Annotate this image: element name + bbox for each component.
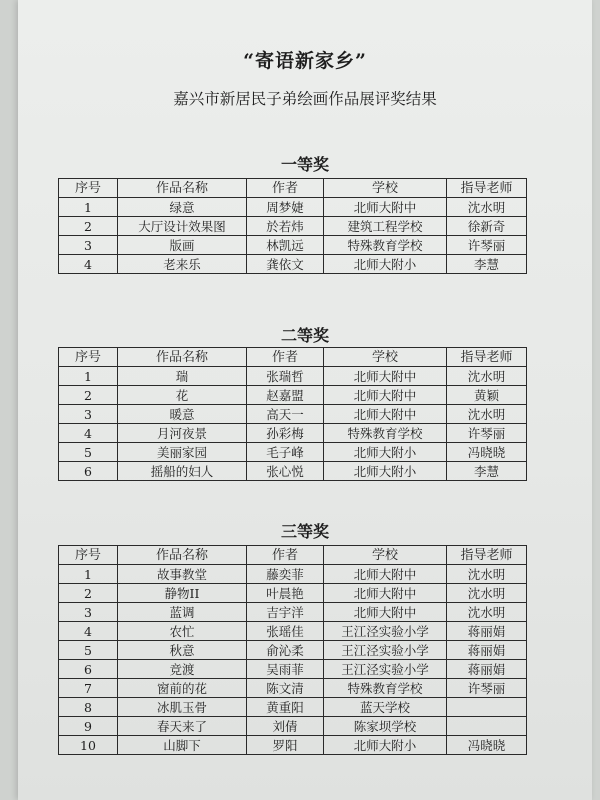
table-row <box>59 198 527 217</box>
column-header: 作者 <box>247 179 324 198</box>
cell-school: 北师大附中 <box>324 198 447 217</box>
cell-teacher <box>447 717 527 736</box>
table-row <box>59 386 527 405</box>
table-row <box>59 622 527 641</box>
section-title-third-prize: 三等奖 <box>280 522 329 541</box>
cell-author: 藤奕菲 <box>247 565 324 584</box>
cell-teacher: 沈水明 <box>447 367 527 386</box>
cell-work-title: 版画 <box>118 236 247 255</box>
cell-index: 2 <box>59 386 118 405</box>
cell-work-title: 故事教堂 <box>118 565 247 584</box>
cell-school: 北师大附中 <box>324 565 447 584</box>
cell-author: 龚依文 <box>247 255 324 274</box>
cell-index: 1 <box>59 565 118 584</box>
cell-index: 3 <box>59 603 118 622</box>
column-header: 学校 <box>324 546 447 565</box>
table-second-prize <box>58 347 527 481</box>
cell-author: 吴雨菲 <box>247 660 324 679</box>
column-header: 序号 <box>59 348 118 367</box>
cell-author: 高天一 <box>247 405 324 424</box>
cell-school: 北师大附小 <box>324 443 447 462</box>
cell-school: 蓝天学校 <box>324 698 447 717</box>
table-row <box>59 603 527 622</box>
cell-work-title: 蓝调 <box>118 603 247 622</box>
table-header-row <box>59 179 527 198</box>
table-row <box>59 236 527 255</box>
column-header: 学校 <box>324 348 447 367</box>
cell-school: 陈家坝学校 <box>324 717 447 736</box>
cell-teacher: 沈水明 <box>447 584 527 603</box>
cell-index: 3 <box>59 236 118 255</box>
column-header: 作者 <box>247 348 324 367</box>
cell-teacher: 许琴丽 <box>447 236 527 255</box>
cell-work-title: 瑞 <box>118 367 247 386</box>
column-header: 学校 <box>324 179 447 198</box>
cell-author: 吉宇洋 <box>247 603 324 622</box>
column-header: 作品名称 <box>118 348 247 367</box>
cell-work-title: 冰肌玉骨 <box>118 698 247 717</box>
cell-author: 罗阳 <box>247 736 324 755</box>
cell-teacher: 许琴丽 <box>447 679 527 698</box>
cell-work-title: 竞渡 <box>118 660 247 679</box>
cell-school: 王江泾实验小学 <box>324 641 447 660</box>
cell-author: 林凯远 <box>247 236 324 255</box>
cell-teacher: 李慧 <box>447 255 527 274</box>
table-row <box>59 443 527 462</box>
cell-teacher: 沈水明 <box>447 603 527 622</box>
cell-school: 王江泾实验小学 <box>324 622 447 641</box>
cell-teacher: 蒋丽娟 <box>447 660 527 679</box>
cell-author: 张心悦 <box>247 462 324 481</box>
table-header-row <box>59 546 527 565</box>
cell-work-title: 花 <box>118 386 247 405</box>
cell-author: 黄重阳 <box>247 698 324 717</box>
column-header: 指导老师 <box>447 348 527 367</box>
cell-index: 1 <box>59 198 118 217</box>
cell-school: 建筑工程学校 <box>324 217 447 236</box>
cell-work-title: 摇船的妇人 <box>118 462 247 481</box>
table-row <box>59 217 527 236</box>
table-row <box>59 660 527 679</box>
cell-work-title: 农忙 <box>118 622 247 641</box>
cell-author: 张瑞哲 <box>247 367 324 386</box>
cell-author: 俞沁柔 <box>247 641 324 660</box>
document-subtitle: 嘉兴市新居民子弟绘画作品展评奖结果 <box>173 90 437 108</box>
cell-teacher: 许琴丽 <box>447 424 527 443</box>
cell-work-title: 老来乐 <box>118 255 247 274</box>
cell-index: 2 <box>59 584 118 603</box>
cell-index: 4 <box>59 622 118 641</box>
cell-teacher: 冯晓晓 <box>447 443 527 462</box>
cell-work-title: 美丽家园 <box>118 443 247 462</box>
cell-index: 4 <box>59 424 118 443</box>
cell-work-title: 大厅设计效果图 <box>118 217 247 236</box>
cell-index: 5 <box>59 443 118 462</box>
table-row <box>59 424 527 443</box>
table-row <box>59 698 527 717</box>
cell-index: 3 <box>59 405 118 424</box>
cell-school: 特殊教育学校 <box>324 236 447 255</box>
cell-work-title: 窗前的花 <box>118 679 247 698</box>
cell-teacher: 李慧 <box>447 462 527 481</box>
cell-author: 毛子峰 <box>247 443 324 462</box>
cell-school: 北师大附中 <box>324 603 447 622</box>
column-header: 作品名称 <box>118 179 247 198</box>
table-row <box>59 462 527 481</box>
cell-author: 张瑶佳 <box>247 622 324 641</box>
cell-school: 北师大附中 <box>324 367 447 386</box>
cell-author: 周梦婕 <box>247 198 324 217</box>
cell-index: 1 <box>59 367 118 386</box>
cell-index: 10 <box>59 736 118 755</box>
column-header: 作者 <box>247 546 324 565</box>
cell-teacher: 徐新奇 <box>447 217 527 236</box>
cell-work-title: 静物II <box>118 584 247 603</box>
table-row <box>59 679 527 698</box>
table-row <box>59 736 527 755</box>
cell-school: 王江泾实验小学 <box>324 660 447 679</box>
table-row <box>59 641 527 660</box>
cell-work-title: 山脚下 <box>118 736 247 755</box>
table-first-prize <box>58 178 527 274</box>
cell-work-title: 月河夜景 <box>118 424 247 443</box>
cell-school: 特殊教育学校 <box>324 424 447 443</box>
cell-teacher: 蒋丽娟 <box>447 622 527 641</box>
cell-school: 北师大附小 <box>324 736 447 755</box>
cell-school: 北师大附中 <box>324 584 447 603</box>
cell-work-title: 秋意 <box>118 641 247 660</box>
cell-teacher <box>447 698 527 717</box>
document-title: “寄语新家乡” <box>243 50 367 72</box>
section-title-first-prize: 一等奖 <box>280 155 329 174</box>
cell-school: 北师大附中 <box>324 405 447 424</box>
table-row <box>59 255 527 274</box>
cell-school: 北师大附中 <box>324 386 447 405</box>
cell-work-title: 绿意 <box>118 198 247 217</box>
table-header-row <box>59 348 527 367</box>
cell-author: 赵嘉盟 <box>247 386 324 405</box>
cell-author: 於若炜 <box>247 217 324 236</box>
cell-teacher: 蒋丽娟 <box>447 641 527 660</box>
column-header: 作品名称 <box>118 546 247 565</box>
cell-author: 陈文清 <box>247 679 324 698</box>
cell-work-title: 暖意 <box>118 405 247 424</box>
table-row <box>59 584 527 603</box>
cell-teacher: 沈水明 <box>447 198 527 217</box>
table-row <box>59 405 527 424</box>
cell-work-title: 春天来了 <box>118 717 247 736</box>
cell-index: 4 <box>59 255 118 274</box>
cell-author: 孙彩梅 <box>247 424 324 443</box>
cell-index: 9 <box>59 717 118 736</box>
cell-index: 7 <box>59 679 118 698</box>
cell-school: 北师大附小 <box>324 255 447 274</box>
table-row <box>59 717 527 736</box>
cell-index: 2 <box>59 217 118 236</box>
table-row <box>59 367 527 386</box>
cell-teacher: 冯晓晓 <box>447 736 527 755</box>
column-header: 指导老师 <box>447 179 527 198</box>
cell-school: 特殊教育学校 <box>324 679 447 698</box>
cell-index: 6 <box>59 462 118 481</box>
table-third-prize <box>58 545 527 755</box>
document-page <box>18 0 592 800</box>
cell-teacher: 黄颖 <box>447 386 527 405</box>
section-title-second-prize: 二等奖 <box>280 326 329 345</box>
cell-index: 6 <box>59 660 118 679</box>
table-row <box>59 565 527 584</box>
column-header: 指导老师 <box>447 546 527 565</box>
column-header: 序号 <box>59 179 118 198</box>
cell-index: 5 <box>59 641 118 660</box>
cell-author: 叶晨艳 <box>247 584 324 603</box>
cell-index: 8 <box>59 698 118 717</box>
cell-teacher: 沈水明 <box>447 405 527 424</box>
cell-teacher: 沈水明 <box>447 565 527 584</box>
cell-school: 北师大附小 <box>324 462 447 481</box>
column-header: 序号 <box>59 546 118 565</box>
cell-author: 刘倩 <box>247 717 324 736</box>
